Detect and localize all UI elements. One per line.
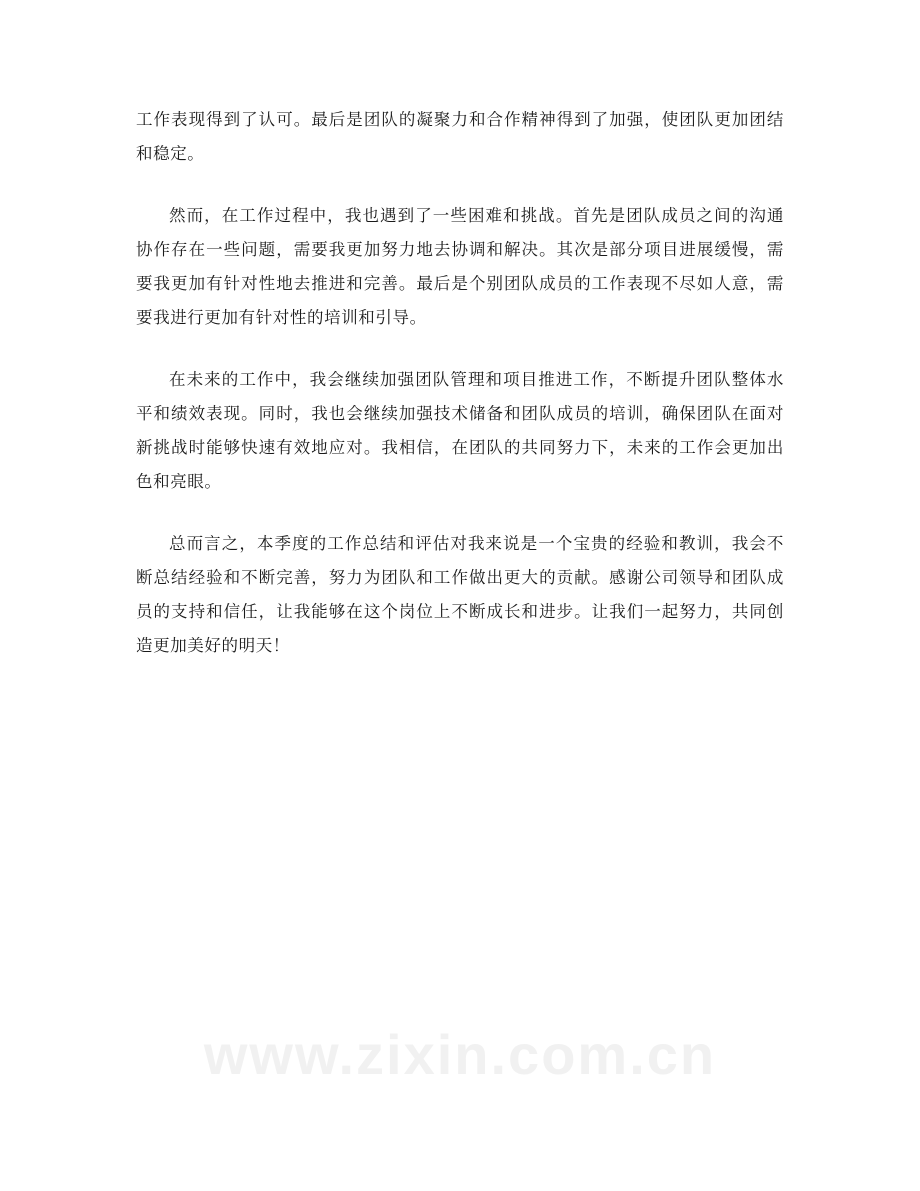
paragraph-2: 然而，在工作过程中，我也遇到了一些困难和挑战。首先是团队成员之间的沟通协作存在一些问题，需要我更加努力地去协调和解决。其次是部分项目进展缓慢，需要我更加有针对性地去推进和完善。最后是个别团队成员的工作表现不尽如人意，需要我进行更加有针对性的培训和引导。 (136, 206, 784, 327)
paragraph-4: 总而言之，本季度的工作总结和评估对我来说是一个宝贵的经验和教训，我会不断总结经验和不断完善，努力为团队和工作做出更大的贡献。感谢公司领导和团队成员的支持和信任，让我能够在这个岗位上不断成长和进步。让我们一起努力，共同创造更加美好的明天！ (136, 534, 784, 655)
paragraph-3: 在未来的工作中，我会继续加强团队管理和项目推进工作，不断提升团队整体水平和绩效表现。同时，我也会继续加强技术储备和团队成员的培训，确保团队在面对新挑战时能够快速有效地应对。我相信，在团队的共同努力下，未来的工作会更加出色和亮眼。 (136, 370, 784, 491)
paragraph-1: 工作表现得到了认可。最后是团队的凝聚力和合作精神得到了加强，使团队更加团结和稳定。 (136, 110, 784, 163)
watermark-text: www.zixin.com.cn (203, 1023, 717, 1086)
document-body (136, 103, 784, 691)
